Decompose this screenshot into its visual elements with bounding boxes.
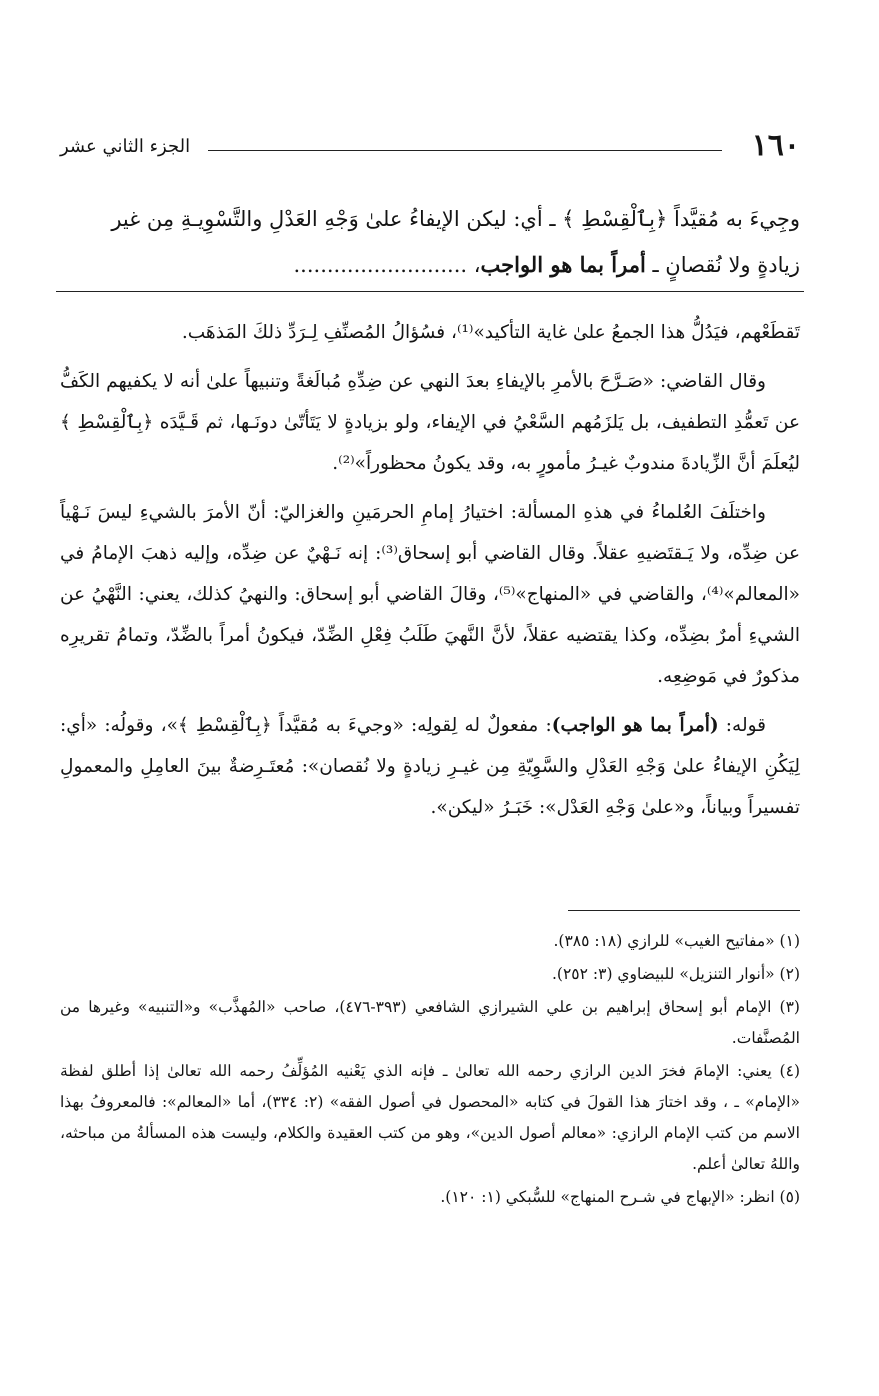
book-page <box>60 0 800 1396</box>
footnote-3: (٣) الإمام أبو إسحاق إبراهيم بن علي الشيرازي الشافعي (٣٩٣-٤٧٦)، صاحب «المُهذَّب» و«التنبيه» وغيرها من المُصنَّفات. <box>60 998 800 1047</box>
matn-divider <box>56 291 804 292</box>
commentary-paragraph <box>60 705 800 828</box>
footnote-1: (١) «مفاتيح الغيب» للرازي (١٨: ٣٨٥). <box>553 932 800 950</box>
footnote-divider <box>568 910 800 911</box>
matn-emphasis: أمراً بما هو الواجب <box>480 252 646 277</box>
commentary-paragraph: تَقطَعْهم، فيَدُلُّ هذا الجمعُ علىٰ غاية التأكيد»⁽¹⁾، فسُؤالُ المُصنِّفِ لِـرَدِّ ذلكَ المَذهَب. <box>181 322 800 343</box>
footnote-5: (٥) انظر: «الإبهاج في شـرح المنهاج» للسُّبكي (١: ١٢٠). <box>440 1188 800 1206</box>
matn-line: وجِيءَ به مُقيَّداً ﴿بِٱلْقِسْطِ ﴾ ـ أي: ليكن الإيفاءُ علىٰ وَجْهِ العَدْلِ والتَّسْوِيـةِ مِن غير <box>111 207 800 231</box>
page-number: ١٦٠ <box>751 128 800 163</box>
running-header <box>60 128 800 172</box>
commentary-text-run: : مفعولٌ له لِقولِه: «وجيءَ به مُقيَّداً ﴿بِٱلْقِسْطِ ﴾»، وقولُه: «أي: لِيَكُنِ الإيفاءُ علىٰ وَجْهِ العَدْلِ والسَّوِيّةِ مِن غيـرِ زيادةٍ ولا نُقصان»: مُعتَـرِضةٌ بينَ العامِلِ والمعمولِ تفسيراً وبياناً، و«علىٰ وَجْهِ العَدْل»: خَبَـرُ «ليكن». <box>60 715 800 818</box>
commentary-text <box>60 312 800 836</box>
footnote-2: (٢) «أنوار التنزيل» للبيضاوي (٣: ٢٥٢). <box>551 965 800 983</box>
part-title: الجزء الثاني عشر <box>60 136 191 157</box>
commentary-paragraph: وقال القاضي: «صَـرَّحَ بالأمرِ بالإيفاءِ بعدَ النهي عن ضِدِّهِ مُبالَغةً وتنبيهاً علىٰ أنه لا يكفيهم الكَفُّ عن تَعمُّدِ التطفيف، بل يَلزَمُهم السَّعْيُ في الإيفاء، ولو بزيادةٍ لا يَتَأتّىٰ دونَـها، ثم قَـيَّدَه ﴿بِٱلْقِسْطِ ﴾ ليُعلَمَ أنَّ الزِّيادةَ مندوبٌ غيـرُ مأمورٍ به، وقد يكونُ محظوراً»⁽²⁾. <box>60 371 800 474</box>
commentary-text-run: قوله: <box>718 715 766 736</box>
matn-line-end: ، .......................... <box>293 253 481 277</box>
commentary-paragraph: واختلَفَ العُلماءُ في هذهِ المسألة: اختيارُ إمامِ الحرمَينِ والغزاليّ: أنّ الأمرَ بالشيءِ ليسَ نَـهْياً عن ضِدِّه، ولا يَـقتَضيهِ عقلاً. وقال القاضي أبو إسحاق⁽³⁾: إنه نَـهْيٌ عن ضِدِّه، وإليه ذهبَ الإمامُ في «المعالم»⁽⁴⁾، والقاضي في «المنهاج»⁽⁵⁾، وقالَ القاضي أبو إسحاق: والنهيُ كذلك، يعني: النَّهْيُ عن الشيءِ أمرٌ بضِدِّه، وكذا يقتضيه عقلاً، لأنَّ النَّهيَ طَلَبُ فِعْلِ الضِّدّ، فيكونُ أمراً بالضِّدّ، وتمامُ تقريرِه مذكورٌ في مَوضِعِه. <box>60 502 801 687</box>
matn-line-text: زيادةٍ ولا نُقصانٍ ـ <box>645 253 800 277</box>
footnotes <box>60 926 800 1215</box>
quoted-phrase: (أمراً بما هو الواجب) <box>551 715 719 736</box>
header-rule <box>208 150 722 151</box>
footnote-4: (٤) يعني: الإمامَ فخرَ الدين الرازي رحمه الله تعالىٰ ـ فإنه الذي يَعْنيه المُؤلِّفُ رحمه الله تعالىٰ إذا أطلق لفظة «الإمام» ـ ، وقد اختارَ هذا القولَ في كتابه «المحصول في أصول الفقه» (٢: ٣٣٤)، أما «المعالم»: فالمعروفُ بهذا الاسم من كتب الإمام الرازي: «معالم أصول الدين»، وهو من كتب العقيدة والكلام، وليست هذه المسألةُ من مباحثه، واللهُ تعالىٰ أعلم. <box>60 1062 800 1173</box>
matn-line <box>60 242 800 288</box>
matn-text <box>60 196 800 288</box>
